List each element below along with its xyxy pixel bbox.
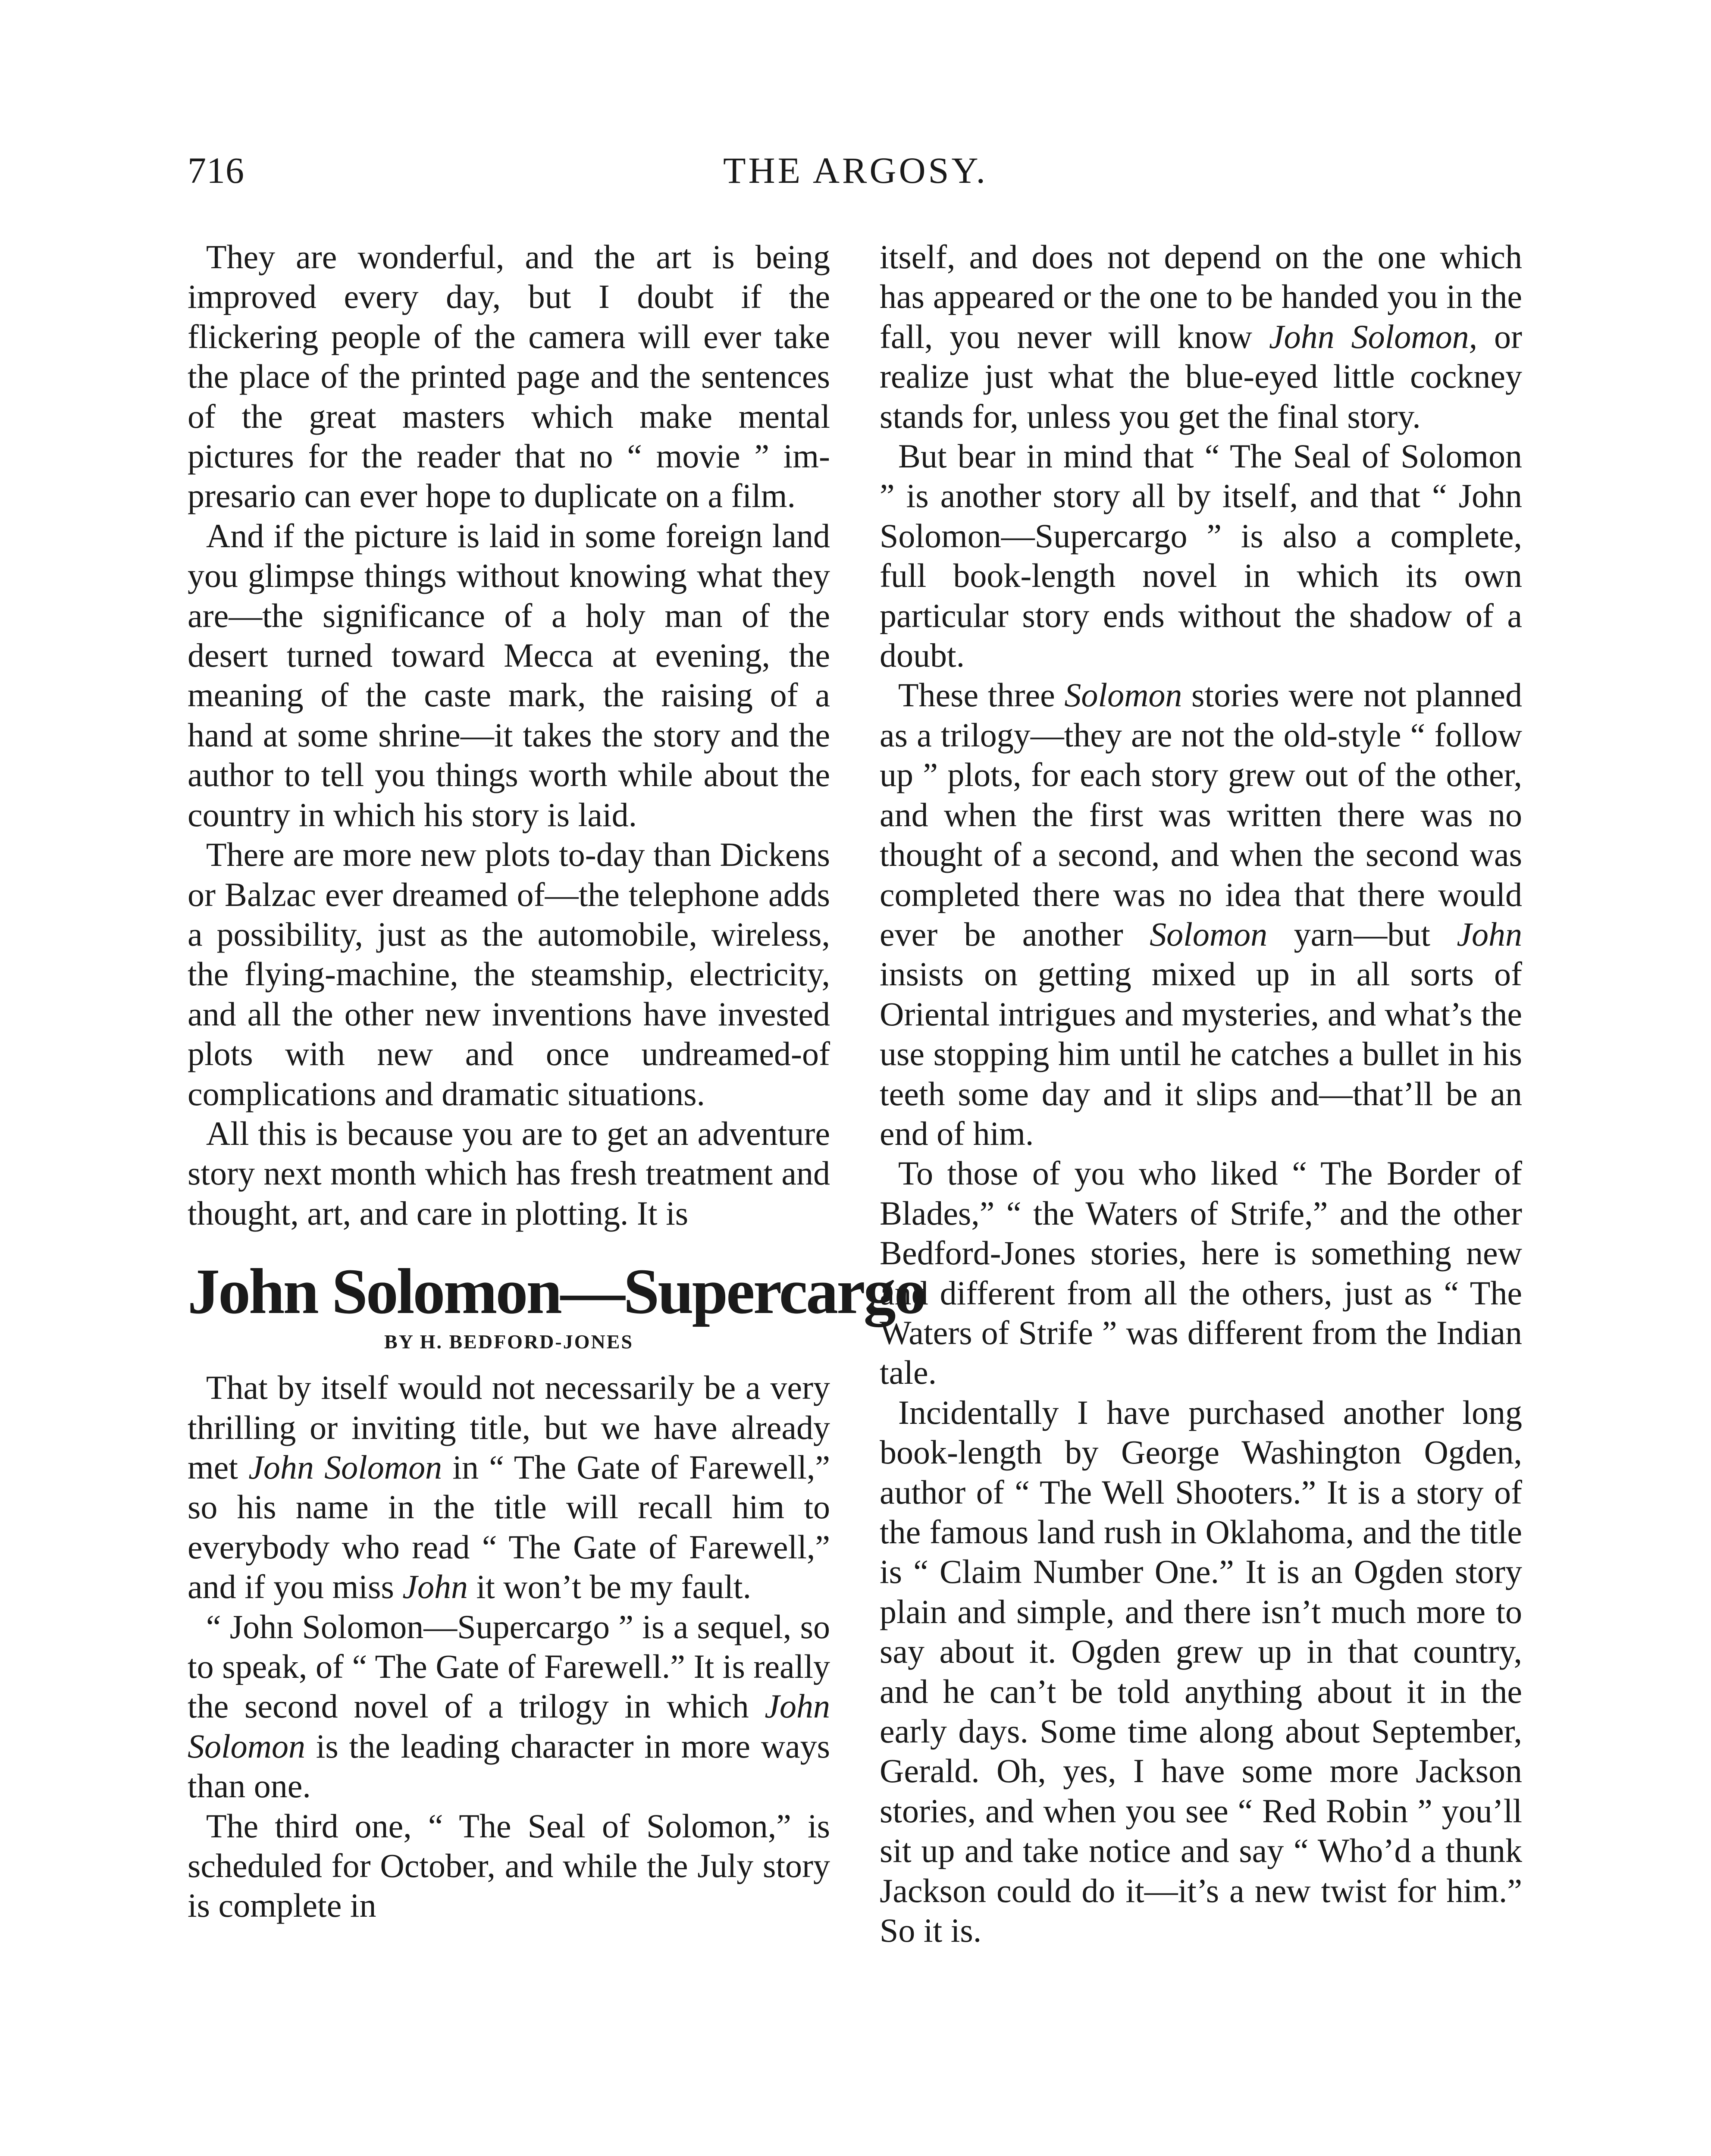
italic-name: John Solomon (188, 1687, 830, 1765)
right-column (880, 237, 1522, 1950)
paragraph: itself, and does not depend on the one which has appeared or the one to be handed you in the fall, you never will know John Solomon, or realize just what the blue-eyed little cockney stands for, unless you get the final story. (880, 238, 1522, 435)
italic-name: John (1457, 915, 1522, 953)
paragraph: And if the picture is laid in some foreign land you glimpse things without knowing what they are—the significance of a holy man of the desert turned toward Mecca at evening, the meaning of the caste mark, the raising of a hand at some shrine—it takes the story and the author to tell you things worth while about the country in which his story is laid. (188, 517, 830, 834)
paragraph: To those of you who liked “ The Border of Blades,” “ the Waters of Strife,” and the other Bedford-Jones stories, here is something new and different from all the others, just as “ The Waters of Strife ” was different from the Indian tale. (880, 1154, 1522, 1391)
feature-title: John Solomon—Supercargo (188, 1256, 925, 1328)
paragraph: Incidentally I have purchased another long book-length by George Washington Ogden, author of “ The Well Shooters.” It is a story of the famous land rush in Oklahoma, and the title is “ Claim Number One.” It is an Ogden story plain and simple, and there isn’t much more to say about it. Ogden grew up in that country, and he can’t be told anything about it in the early days. Some time along about September, Gerald. Oh, yes, I have some more Jackson stories, and when you see “ Red Robin ” you’ll sit up and take notice and say “ Who’d a thunk Jackson could do it—it’s a new twist for him.” So it is. (880, 1393, 1522, 1949)
paragraph: These three Solomon stories were not planned as a trilogy—they are not the old-style “ follow up ” plots, for each story grew out of the other, and when the first was written there was no thought of a second, and when the second was completed there was no idea that there would ever be another Solomon yarn—but John insists on getting mixed up in all sorts of Oriental intrigues and mysteries, and what’s the use stopping him until he catches a bullet in his teeth some day and it slips and—that’ll be an end of him. (880, 676, 1522, 1152)
italic-name: Solomon (1150, 915, 1268, 953)
left-column (188, 237, 925, 1926)
paragraph: There are more new plots to-day than Dickens or Balzac ever dreamed of—the telephone adds a possibility, just as the automobile, wireless, the flying-machine, the steamship, electricity, and all the other new inventions have invested plots with new and once undreamed-of complications and dramatic situations. (188, 836, 830, 1112)
italic-name: Solomon (1064, 676, 1182, 714)
italic-name: John Solomon (248, 1448, 442, 1486)
paragraph: The third one, “ The Seal of Solomon,” is scheduled for October, and while the July story is complete in (188, 1807, 830, 1924)
italic-name: John (402, 1568, 468, 1606)
paragraph: “ John Solomon—Supercargo ” is a sequel, so to speak, of “ The Gate of Farewell.” It is really the second novel of a trilogy in which John Solomon is the leading character in more ways than one. (188, 1608, 830, 1805)
feature-byline: BY H. BEDFORD-JONES (384, 1331, 633, 1353)
italic-name: John Solomon, (1269, 317, 1478, 355)
running-head: THE ARGOSY. (723, 150, 988, 191)
paragraph: But bear in mind that “ The Seal of Solomon ” is another story all by itself, and that “ John Solomon—Supercargo ” is also a complete, full book-length novel in which its own particular story ends without the shadow of a doubt. (880, 437, 1522, 674)
paragraph: All this is because you are to get an adventure story next month which has fresh treatment and thought, art, and care in plotting. It is (188, 1114, 830, 1232)
paragraph: They are wonderful, and the art is being improved every day, but I doubt if the flickering people of the camera will ever take the place of the printed page and the sentences of the great masters which make mental pictures for the reader that no “ movie ” impresario can ever hope to duplicate on a film. (188, 238, 830, 515)
page-number: 716 (188, 150, 244, 191)
paragraph: That by itself would not necessarily be a very thrilling or inviting title, but we have already met John Solomon in “ The Gate of Farewell,” so his name in the title will recall him to everybody who read “ The Gate of Farewell,” and if you miss John it won’t be my fault. (188, 1369, 830, 1606)
